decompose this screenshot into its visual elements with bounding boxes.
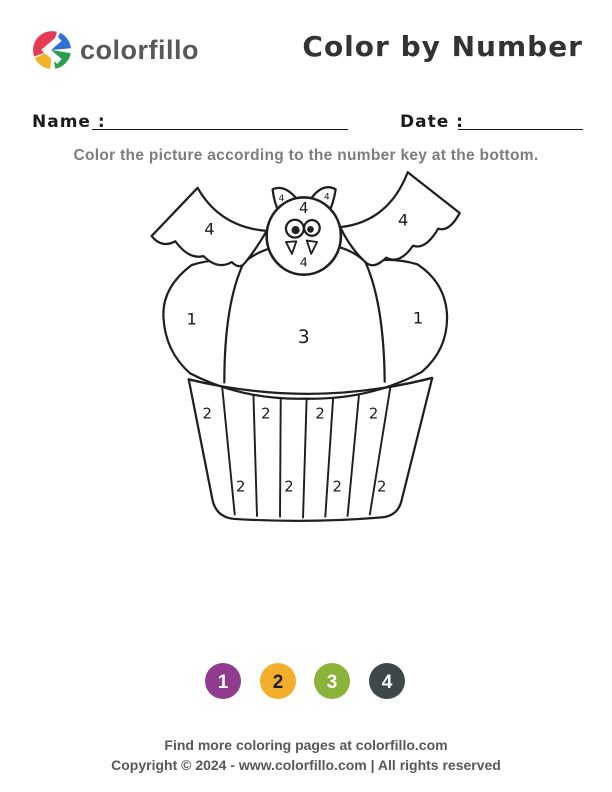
region-label-liner: 2 xyxy=(235,478,246,496)
region-label-head-mouth: 4 xyxy=(299,254,308,270)
key-number-3: 3 xyxy=(326,672,338,693)
bat-left-pupil xyxy=(292,226,300,234)
region-label-right-ear: 4 xyxy=(323,192,330,203)
colorfillo-logo-icon xyxy=(32,30,72,70)
footer-find-more: Find more coloring pages at colorfillo.com xyxy=(164,737,448,753)
region-label-liner: 2 xyxy=(284,478,294,496)
logo xyxy=(32,30,199,70)
key-item-4 xyxy=(369,663,405,699)
date-write-line xyxy=(458,128,583,130)
region-label-liner: 2 xyxy=(332,478,342,496)
bat-right-pupil xyxy=(307,226,314,233)
date-label: Date : xyxy=(400,112,464,132)
key-item-1 xyxy=(205,663,241,699)
color-number-key xyxy=(201,659,411,703)
key-number-1: 1 xyxy=(217,672,229,693)
region-label-left-ear: 4 xyxy=(278,194,285,205)
key-item-2 xyxy=(260,663,296,699)
region-label-frosting-left: 1 xyxy=(186,309,197,329)
logo-wordmark: colorfillo xyxy=(80,34,199,65)
key-number-4: 4 xyxy=(381,672,393,693)
region-label-liner: 2 xyxy=(368,405,379,423)
region-label-liner: 2 xyxy=(377,478,387,496)
region-label-liner: 2 xyxy=(315,405,325,423)
key-number-2: 2 xyxy=(272,672,284,693)
region-label-frosting-right: 1 xyxy=(412,308,424,328)
footer-copyright: Copyright © 2024 - www.colorfillo.com | All rights reserved xyxy=(111,757,501,773)
region-label-liner: 2 xyxy=(261,405,271,423)
region-label-left-wing: 4 xyxy=(204,219,215,239)
region-label-head-top: 4 xyxy=(299,200,309,218)
instruction-text: Color the picture according to the number key at the bottom. xyxy=(73,147,539,164)
region-label-frosting-center: 3 xyxy=(297,326,310,348)
region-label-right-wing: 4 xyxy=(398,210,409,230)
pleat-line xyxy=(280,393,281,517)
page-title: Color by Number xyxy=(302,30,583,63)
key-item-3 xyxy=(314,663,350,699)
coloring-illustration xyxy=(0,170,612,660)
region-label-liner: 2 xyxy=(202,405,212,423)
name-write-line xyxy=(92,128,348,130)
name-label: Name : xyxy=(32,112,106,132)
